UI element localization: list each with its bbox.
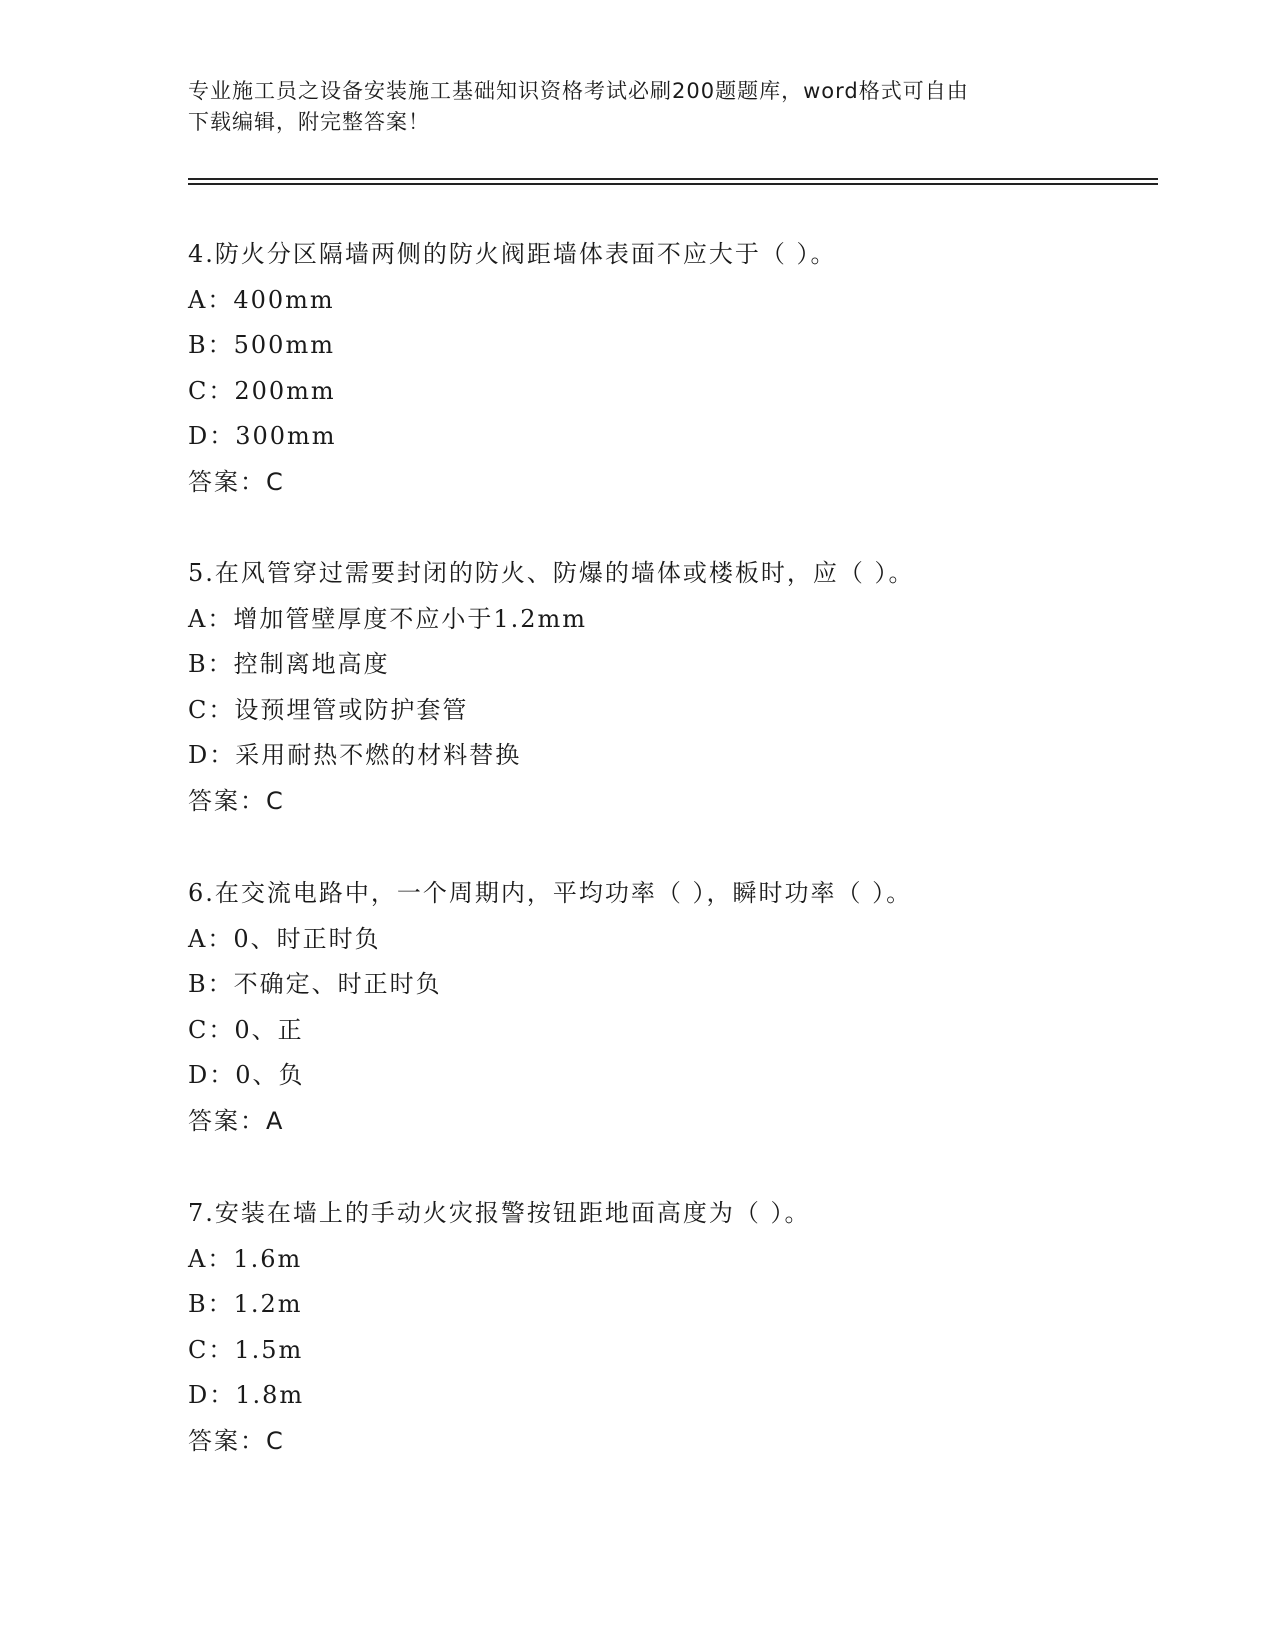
header-divider-bottom — [188, 183, 1158, 185]
question-4 — [188, 232, 1188, 505]
header-divider-top — [188, 178, 1158, 180]
answer: 答案：C — [188, 786, 285, 815]
question-6 — [188, 871, 1188, 1144]
header-line-2: 下载编辑，附完整答案！ — [188, 110, 430, 134]
question-stem: 5.在风管穿过需要封闭的防火、防爆的墙体或楼板时，应（ ）。 — [188, 559, 915, 587]
option-b: B：500mm — [188, 331, 335, 359]
option-b: B：控制离地高度 — [188, 650, 390, 678]
option-c: C：0、正 — [188, 1015, 304, 1044]
option-d: D：1.8m — [188, 1381, 305, 1409]
question-stem: 6.在交流电路中，一个周期内，平均功率（ ），瞬时功率（ ）。 — [188, 879, 913, 907]
option-c: C：设预埋管或防护套管 — [188, 695, 469, 724]
option-a: A：400mm — [188, 285, 335, 314]
option-d: D：0、负 — [188, 1061, 305, 1089]
answer: 答案：C — [188, 467, 285, 496]
option-d: D：300mm — [188, 422, 337, 450]
option-a: A：1.6m — [188, 1244, 303, 1273]
answer: 答案：C — [188, 1426, 285, 1455]
option-b: B：1.2m — [188, 1290, 303, 1318]
question-5 — [188, 551, 1188, 824]
document-header — [188, 76, 1088, 138]
answer: 答案：A — [188, 1106, 285, 1135]
option-c: C：200mm — [188, 376, 336, 405]
option-a: A：增加管壁厚度不应小于1.2mm — [188, 604, 588, 633]
header-line-1: 专业施工员之设备安装施工基础知识资格考试必刷200题题库，word格式可自由 — [188, 79, 969, 103]
option-d: D：采用耐热不燃的材料替换 — [188, 741, 522, 769]
option-b: B：不确定、时正时负 — [188, 970, 442, 998]
option-a: A：0、时正时负 — [188, 924, 381, 953]
question-stem: 4.防火分区隔墙两侧的防火阀距墙体表面不应大于（ ）。 — [188, 240, 837, 268]
option-c: C：1.5m — [188, 1335, 304, 1364]
question-7 — [188, 1191, 1188, 1464]
question-stem: 7.安装在墙上的手动火灾报警按钮距地面高度为（ ）。 — [188, 1199, 811, 1227]
